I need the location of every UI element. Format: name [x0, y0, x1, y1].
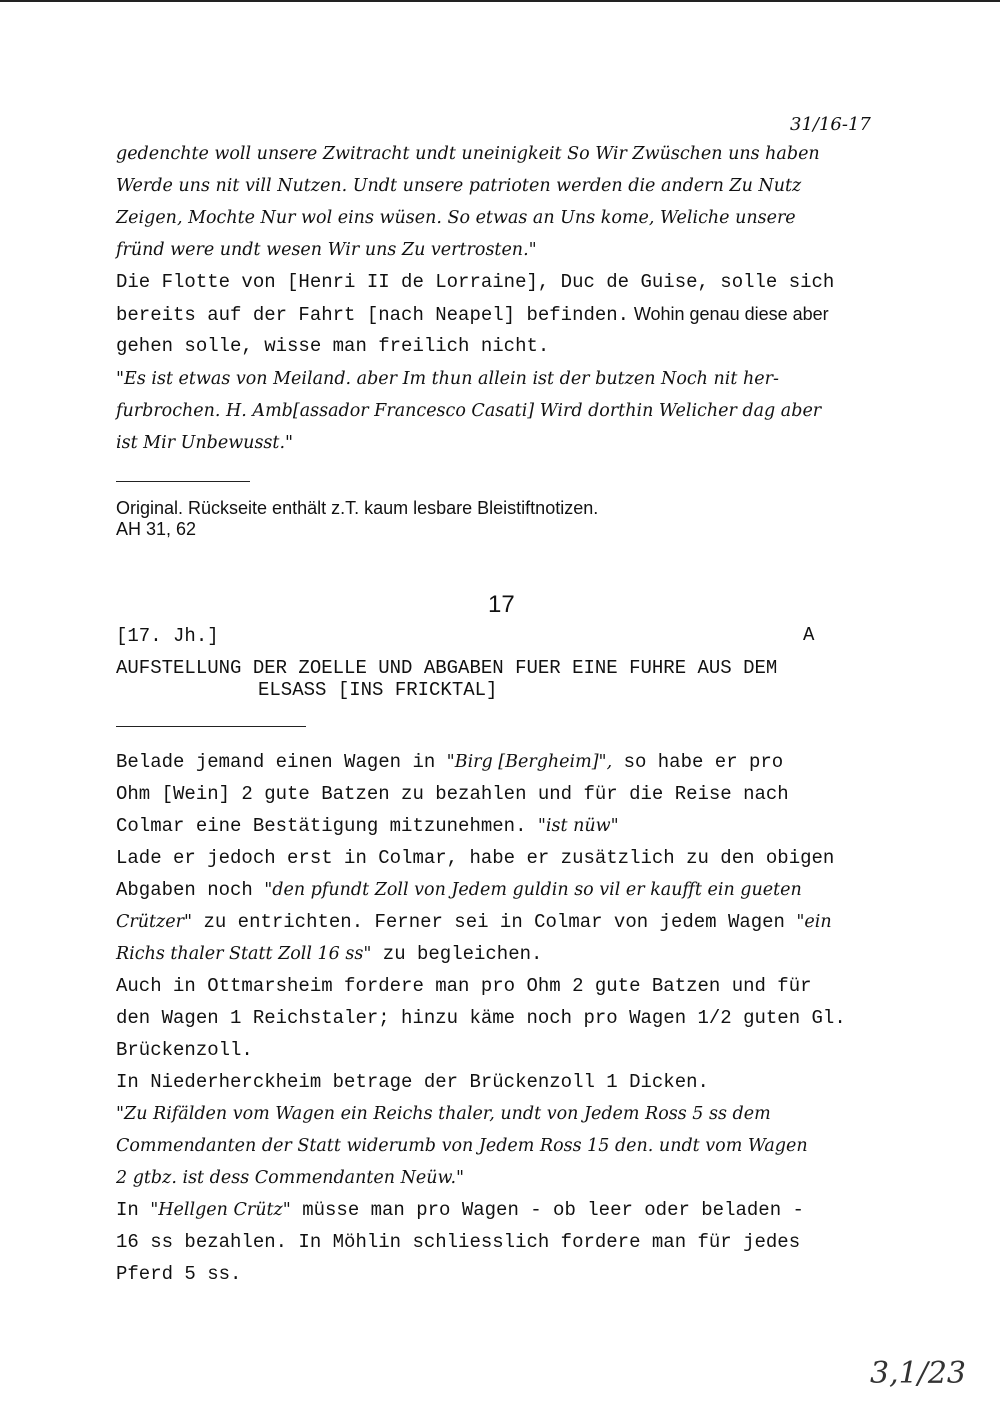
body-line: den Wagen 1 Reichstaler; hinzu käme noch pro Wagen 1/2 guten Gl. — [116, 1007, 846, 1029]
body-text: so habe er pro — [612, 751, 784, 773]
paragraph-line: gehen solle, wisse man freilich nicht. — [116, 335, 550, 357]
paragraph-line — [116, 302, 829, 327]
body-quote: Crützer" — [116, 912, 193, 932]
archive-reference: AH 31, 62 — [116, 519, 197, 539]
body-text: zu entrichten. Ferner sei in Colmar von jedem Wagen — [192, 911, 797, 933]
body-quote: "Hellgen Crütz" — [150, 1200, 291, 1220]
page-reference: 31/16-17 — [790, 114, 871, 135]
body-line: Lade er jedoch erst in Colmar, habe er zusätzlich zu den obigen — [116, 847, 835, 869]
body-text: Belade jemand einen Wagen in — [116, 751, 447, 773]
page-top-border — [0, 0, 1000, 2]
body-quote-line: Commendanten der Statt widerumb von Jedem Ross 15 den. undt vom Wagen — [116, 1136, 808, 1156]
body-line: 16 ss bezahlen. In Möhlin schliesslich fordere man für jedes — [116, 1231, 801, 1253]
body-line: Auch in Ottmarsheim fordere man pro Ohm 2 gute Batzen und für — [116, 975, 812, 997]
body-text: In — [116, 1199, 151, 1221]
body-line — [116, 750, 783, 774]
body-text: müsse man pro Wagen - ob leer oder beladen - — [290, 1199, 804, 1221]
body-line — [116, 942, 542, 966]
paragraph-text: bereits auf der Fahrt [nach Neapel] befinden. — [116, 304, 630, 326]
paragraph-line: Die Flotte von [Henri II de Lorraine], Duc de Guise, solle sich — [116, 271, 835, 293]
quote-line: Werde uns nit vill Nutzen. Undt unsere patrioten werden die andern Zu Nutz — [116, 176, 802, 196]
body-text: Abgaben noch — [116, 879, 265, 901]
body-quote: "ein — [796, 912, 832, 932]
quote-line: Zeigen, Mochte Nur wol eins wüsen. So etwas an Uns kome, Weliche unsere — [116, 208, 796, 228]
separator-rule — [116, 481, 250, 482]
body-quote-line: 2 gtbz. ist dess Commendanten Neüw." — [116, 1168, 465, 1188]
quote-line: gedenchte woll unsere Zwitracht undt uneinigkeit So Wir Zwüschen uns haben — [116, 144, 820, 164]
document-title-line2: ELSASS [INS FRICKTAL] — [258, 679, 498, 701]
body-line — [116, 1198, 804, 1222]
body-quote-line: "Zu Rifälden vom Wagen ein Reichs thaler, undt von Jedem Ross 5 ss dem — [116, 1104, 771, 1124]
document-type-letter: A — [803, 624, 815, 646]
quote-line: "Es ist etwas von Meiland. aber Im thun allein ist der butzen Noch nit her- — [116, 369, 779, 389]
body-line: In Niederherckheim betrage der Brückenzoll 1 Dicken. — [116, 1071, 709, 1093]
body-line — [116, 910, 832, 934]
paragraph-text: Wohin genau diese aber — [633, 304, 829, 324]
separator-rule — [116, 726, 306, 727]
body-line: Ohm [Wein] 2 gute Batzen zu bezahlen und für die Reise nach — [116, 783, 789, 805]
quote-line: ist Mir Unbewusst." — [116, 433, 294, 453]
body-line — [116, 814, 619, 838]
quote-line: furbrochen. H. Amb[assador Francesco Casati] Wird dorthin Welicher dag aber — [116, 401, 822, 421]
body-quote: "ist nüw" — [537, 816, 619, 836]
body-line: Pferd 5 ss. — [116, 1263, 242, 1285]
document-number: 17 — [488, 591, 515, 618]
body-line: Brückenzoll. — [116, 1039, 253, 1061]
handwritten-folio-number: 3,1/23 — [870, 1356, 966, 1391]
body-quote: "Birg [Bergheim]", — [446, 752, 613, 772]
body-text: zu begleichen. — [371, 943, 543, 965]
body-text: Colmar eine Bestätigung mitzunehmen. — [116, 815, 538, 837]
document-date: [17. Jh.] — [116, 625, 219, 647]
quote-line: fründ were undt wesen Wir uns Zu vertrosten." — [116, 240, 537, 260]
document-title-line1: AUFSTELLUNG DER ZOELLE UND ABGABEN FUER EINE FUHRE AUS DEM — [116, 657, 778, 679]
body-quote: Richs thaler Statt Zoll 16 ss" — [116, 944, 372, 964]
body-quote: "den pfundt Zoll von Jedem guldin so vil er kaufft ein gueten — [264, 880, 802, 900]
body-line — [116, 878, 802, 902]
source-note: Original. Rückseite enthält z.T. kaum lesbare Bleistiftnotizen. — [116, 498, 599, 518]
